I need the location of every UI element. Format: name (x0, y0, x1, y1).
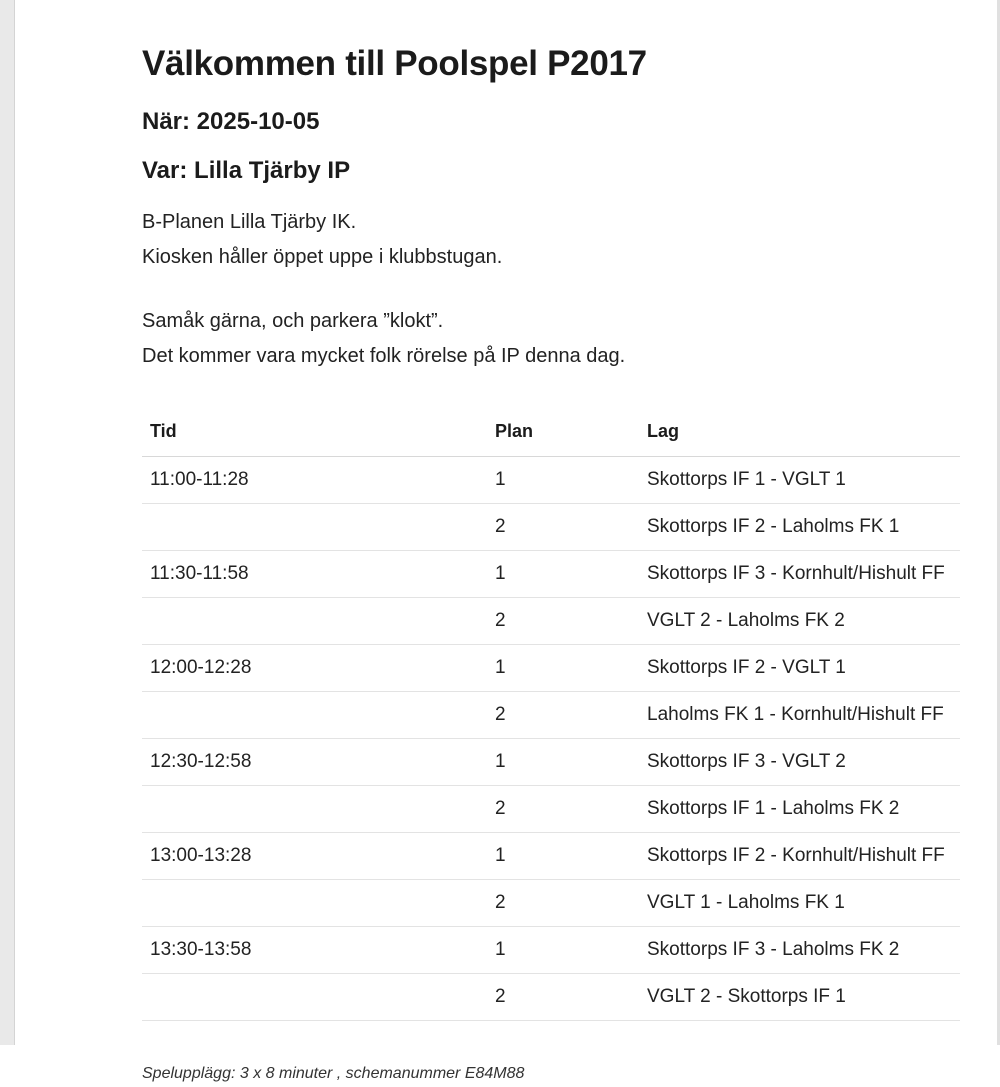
table-row (142, 550, 960, 597)
cell-time (142, 691, 487, 738)
table-header-row (142, 415, 960, 457)
cell-teams: Skottorps IF 3 - VGLT 2 (639, 738, 960, 785)
cell-plan: 2 (487, 503, 639, 550)
table-row (142, 785, 960, 832)
cell-teams: VGLT 2 - Laholms FK 2 (639, 597, 960, 644)
document-body (142, 0, 972, 1087)
cell-plan: 2 (487, 597, 639, 644)
footnote-line: Spelupplägg: 3 x 8 minuter , schemanummer E84M88 (142, 1064, 525, 1082)
cell-time: 11:30-11:58 (142, 550, 487, 597)
table-row (142, 738, 960, 785)
cell-plan: 1 (487, 926, 639, 973)
cell-teams: VGLT 1 - Laholms FK 1 (639, 879, 960, 926)
column-header-teams: Lag (639, 415, 960, 457)
event-date: När: 2025-10-05 (142, 107, 320, 135)
event-location: Var: Lilla Tjärby IP (142, 156, 351, 184)
table-row (142, 644, 960, 691)
table-row (142, 456, 960, 503)
cell-time (142, 879, 487, 926)
parking-note-line: Det kommer vara mycket folk rörelse på IP denna dag. (142, 344, 626, 367)
cell-plan: 1 (487, 738, 639, 785)
column-header-time: Tid (142, 415, 487, 457)
cell-plan: 2 (487, 785, 639, 832)
cell-plan: 1 (487, 832, 639, 879)
table-row (142, 973, 960, 1020)
footnote (142, 1061, 972, 1087)
cell-time: 12:00-12:28 (142, 644, 487, 691)
match-schedule-table (142, 415, 960, 1021)
cell-plan: 2 (487, 691, 639, 738)
cell-time: 12:30-12:58 (142, 738, 487, 785)
cell-teams: VGLT 2 - Skottorps IF 1 (639, 973, 960, 1020)
cell-teams: Skottorps IF 3 - Kornhult/Hishult FF (639, 550, 960, 597)
cell-plan: 1 (487, 456, 639, 503)
cell-plan: 2 (487, 879, 639, 926)
table-row (142, 503, 960, 550)
cell-teams: Skottorps IF 1 - VGLT 1 (639, 456, 960, 503)
cell-time: 11:00-11:28 (142, 456, 487, 503)
venue-info (142, 205, 972, 274)
table-row (142, 597, 960, 644)
cell-teams: Skottorps IF 2 - Laholms FK 1 (639, 503, 960, 550)
cell-time: 13:30-13:58 (142, 926, 487, 973)
cell-time (142, 597, 487, 644)
cell-teams: Skottorps IF 1 - Laholms FK 2 (639, 785, 960, 832)
cell-time: 13:00-13:28 (142, 832, 487, 879)
parking-note (142, 304, 972, 373)
page-left-margin (0, 0, 15, 1045)
table-row (142, 879, 960, 926)
table-row (142, 691, 960, 738)
cell-time (142, 785, 487, 832)
column-header-plan: Plan (487, 415, 639, 457)
parking-note-line: Samåk gärna, och parkera ”klokt”. (142, 310, 444, 333)
venue-info-line: Kiosken håller öppet uppe i klubbstugan. (142, 245, 503, 268)
table-row (142, 832, 960, 879)
cell-plan: 1 (487, 550, 639, 597)
cell-plan: 1 (487, 644, 639, 691)
cell-teams: Laholms FK 1 - Kornhult/Hishult FF (639, 691, 960, 738)
table-row (142, 926, 960, 973)
cell-teams: Skottorps IF 2 - VGLT 1 (639, 644, 960, 691)
cell-teams: Skottorps IF 2 - Kornhult/Hishult FF (639, 832, 960, 879)
page-title: Välkommen till Poolspel P2017 (142, 44, 647, 83)
venue-info-line: B-Planen Lilla Tjärby IK. (142, 211, 357, 234)
cell-teams: Skottorps IF 3 - Laholms FK 2 (639, 926, 960, 973)
cell-time (142, 973, 487, 1020)
cell-plan: 2 (487, 973, 639, 1020)
cell-time (142, 503, 487, 550)
